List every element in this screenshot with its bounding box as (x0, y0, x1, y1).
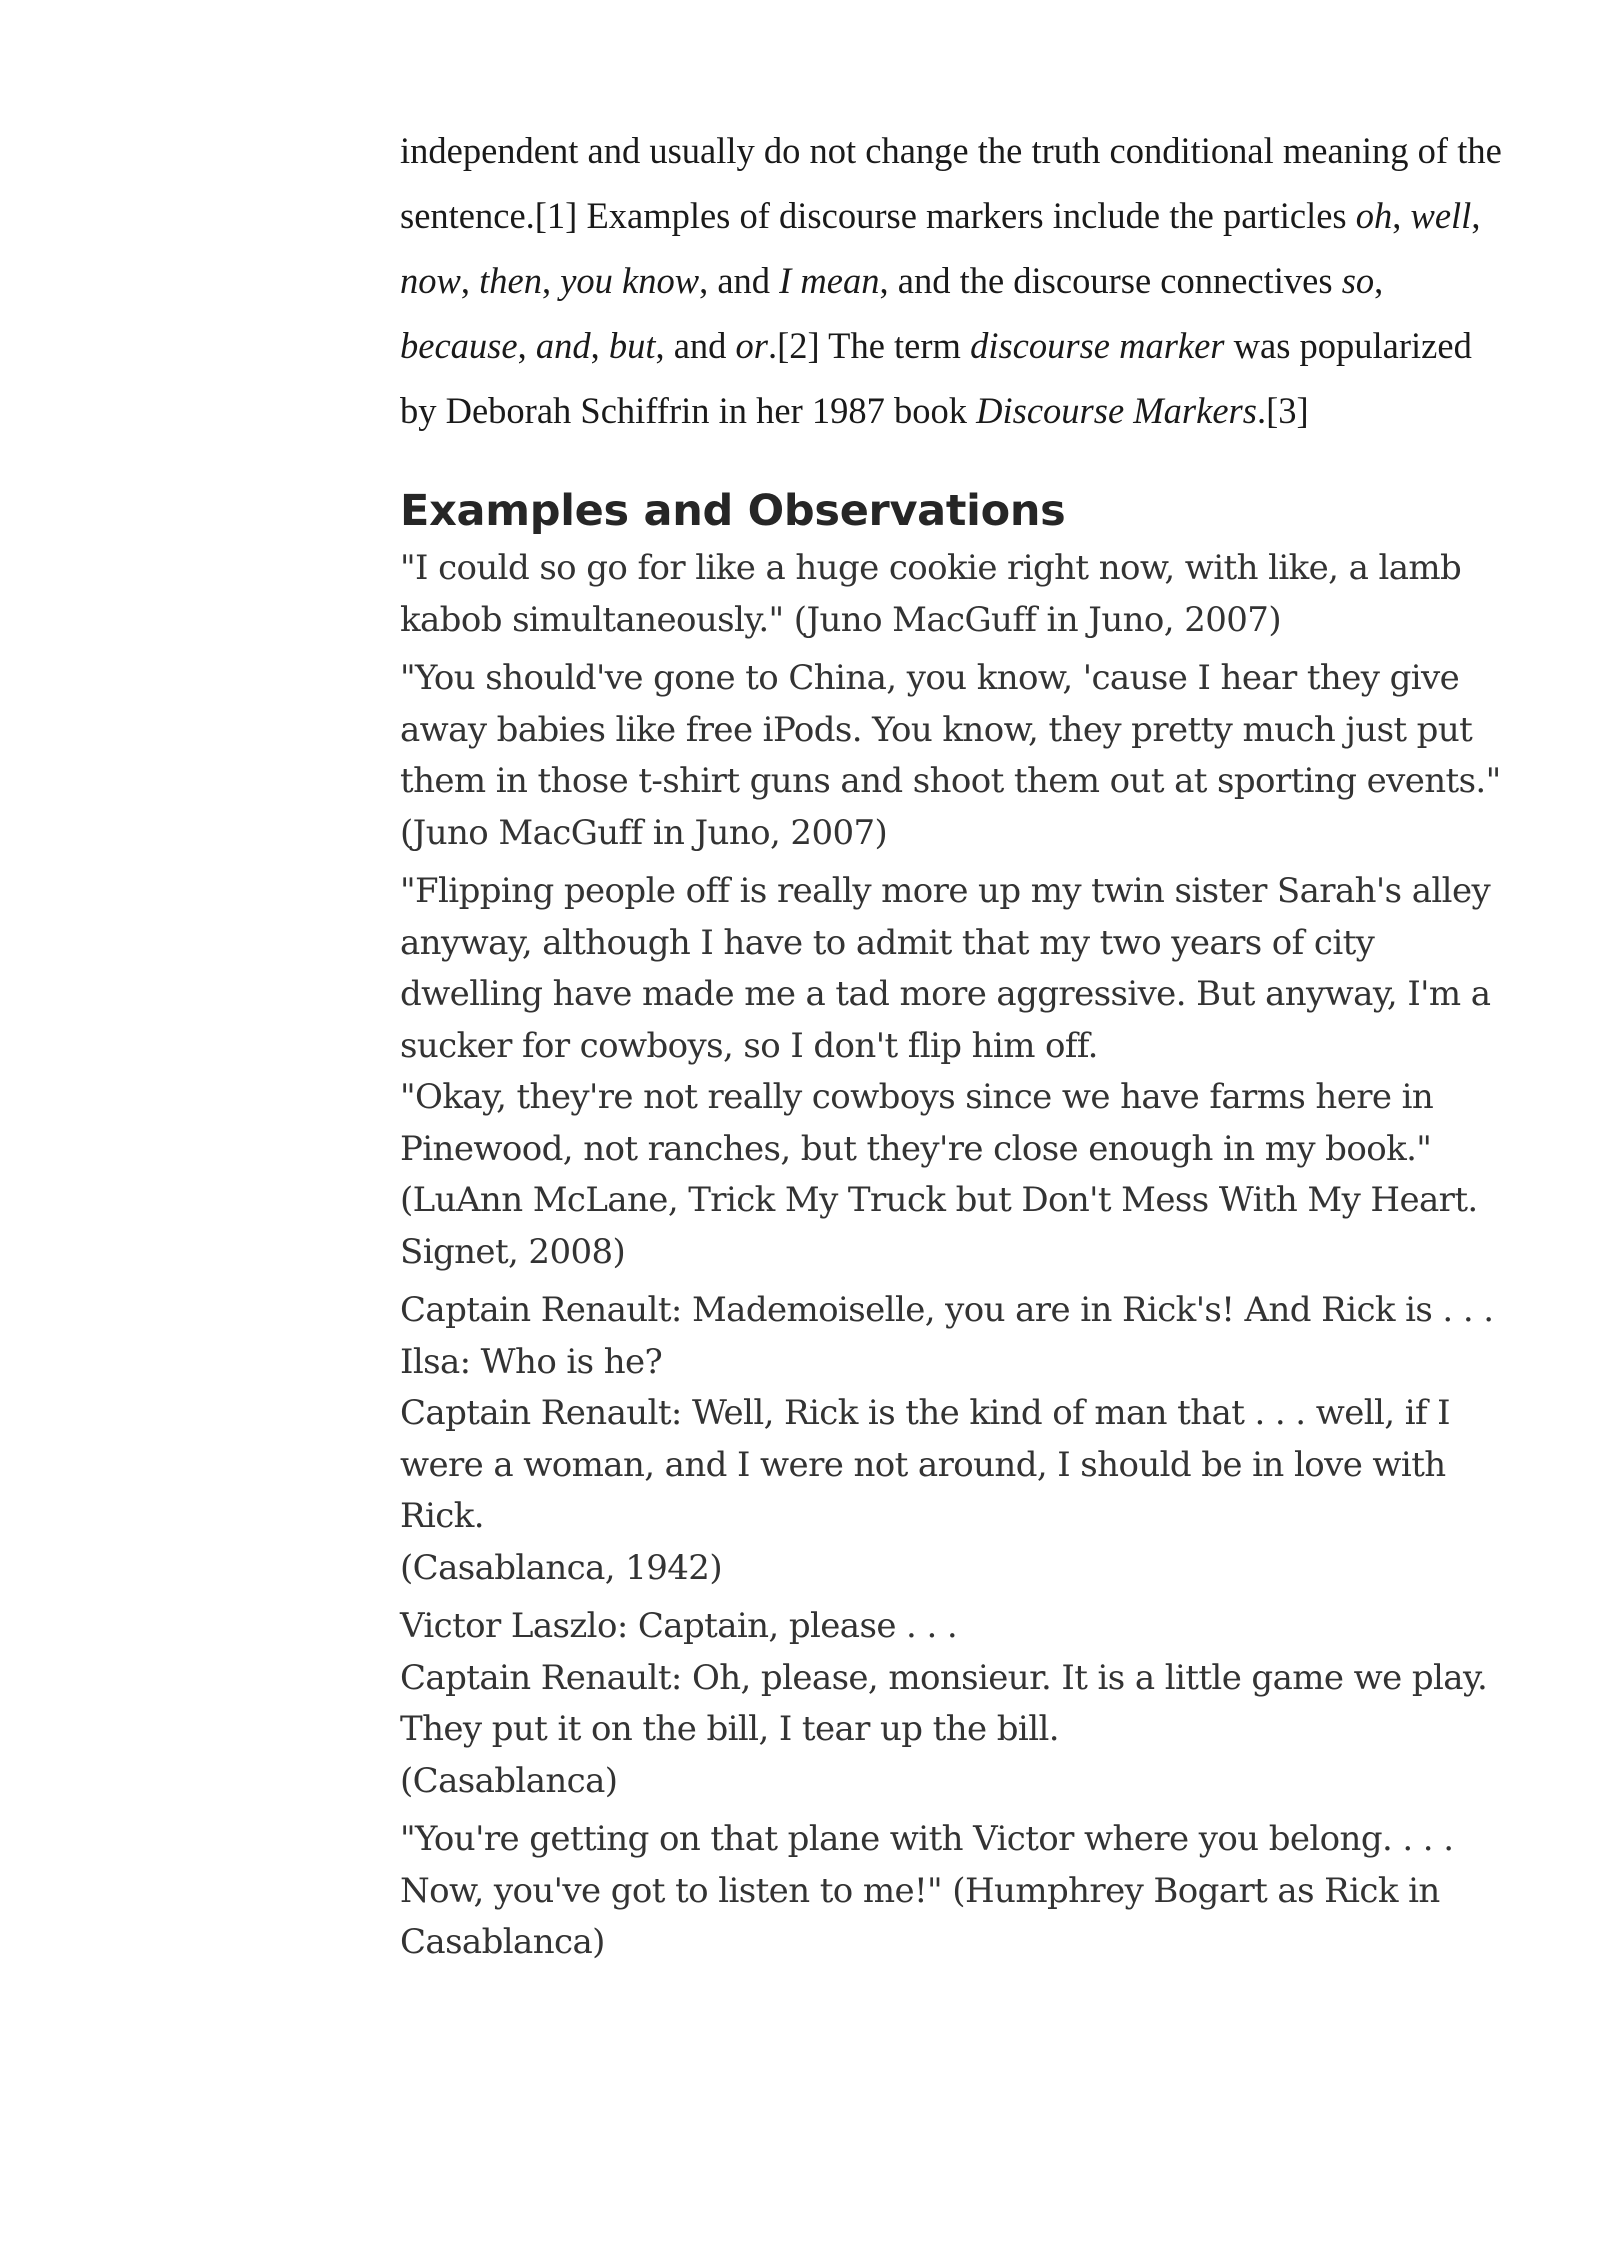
dialogue-line: Captain Renault: Well, Rick is the kind of man that . . . well, if I were a woman, and I were not around, I should be in love with Rick. (400, 1393, 1451, 1536)
connective-so: so (1341, 260, 1375, 301)
example-casablanca-ricks (400, 1285, 1510, 1594)
intro-text: , and (655, 325, 736, 366)
intro-text: , (1471, 195, 1481, 236)
example-text: "I could so go for like a huge cookie right now, with like, a lamb kabob simultaneously." (Juno MacGuff in Juno, 2007) (400, 548, 1462, 640)
intro-text: , and (699, 260, 780, 301)
particle-oh: oh (1355, 195, 1393, 236)
particle-you-know: you know (560, 260, 700, 301)
particle-well: well (1410, 195, 1472, 236)
dialogue-line: Captain Renault: Oh, please, monsieur. It is a little game we play. They put it on the bill, I tear up the bill. (400, 1657, 1488, 1749)
intro-text: , (590, 325, 609, 366)
example-text: "Okay, they're not really cowboys since we have farms here in Pinewood, not ranches, but they're close enough in my book." (LuAnn McLane, Trick My Truck but Don't Mess With My Heart. Signet, 2008) (400, 1077, 1478, 1272)
example-citation: (Casablanca) (400, 1760, 618, 1801)
intro-text: .[2] The term (768, 325, 971, 366)
example-juno-china (400, 653, 1510, 859)
intro-text: independent and usually do not change the truth conditional meaning of the sentence.[1] Examples of discourse markers include the particles (400, 130, 1502, 236)
intro-paragraph (400, 118, 1510, 443)
book-title: Discourse Markers (976, 390, 1257, 431)
connective-or: or (735, 325, 769, 366)
intro-text: was popularized by Deborah Schiffrin in her 1987 book (400, 325, 1472, 431)
example-text: "You should've gone to China, you know, 'cause I hear they give away babies like free iPods. You know, they pretty much just put them in those t-shirt guns and shoot them out at sporting events." (Juno MacGuff in Juno, 2007) (400, 658, 1501, 853)
intro-text: , and the discourse connectives (879, 260, 1342, 301)
dialogue-line: Ilsa: Who is he? (400, 1341, 663, 1382)
intro-text: , (460, 260, 480, 301)
example-text: "You're getting on that plane with Victor where you belong. . . . Now, you've got to listen to me!" (Humphrey Bogart as Rick in Casablanca) (400, 1819, 1454, 1962)
particle-then: then (479, 260, 542, 301)
connective-because: because (400, 325, 518, 366)
term-discourse-marker: discourse marker (970, 325, 1225, 366)
dialogue-line: Captain Renault: Mademoiselle, you are in Rick's! And Rick is . . . (400, 1290, 1494, 1330)
particle-now: now (400, 260, 461, 301)
dialogue-line: Victor Laszlo: Captain, please . . . (400, 1606, 958, 1646)
intro-text: .[3] (1256, 390, 1309, 431)
article-body (400, 118, 1510, 1976)
intro-text: , (541, 260, 561, 301)
section-heading: Examples and Observations (400, 486, 1066, 536)
example-text: "Flipping people off is really more up my twin sister Sarah's alley anyway, although I have to admit that my two years of city dwelling have made me a tad more aggressive. But anyway, I'm a sucker for cowboys, so I don't flip him off. (400, 871, 1491, 1066)
intro-text: , (517, 325, 536, 366)
particle-i-mean: I mean (779, 260, 880, 301)
intro-text: , (1392, 195, 1411, 236)
intro-text: , (1374, 260, 1384, 301)
connective-but: but (608, 325, 656, 366)
example-mclane (400, 866, 1510, 1278)
example-juno-cookie (400, 543, 1510, 646)
example-casablanca-bill (400, 1601, 1510, 1807)
connective-and: and (535, 325, 591, 366)
example-citation: (Casablanca, 1942) (400, 1547, 722, 1588)
example-bogart (400, 1814, 1510, 1969)
